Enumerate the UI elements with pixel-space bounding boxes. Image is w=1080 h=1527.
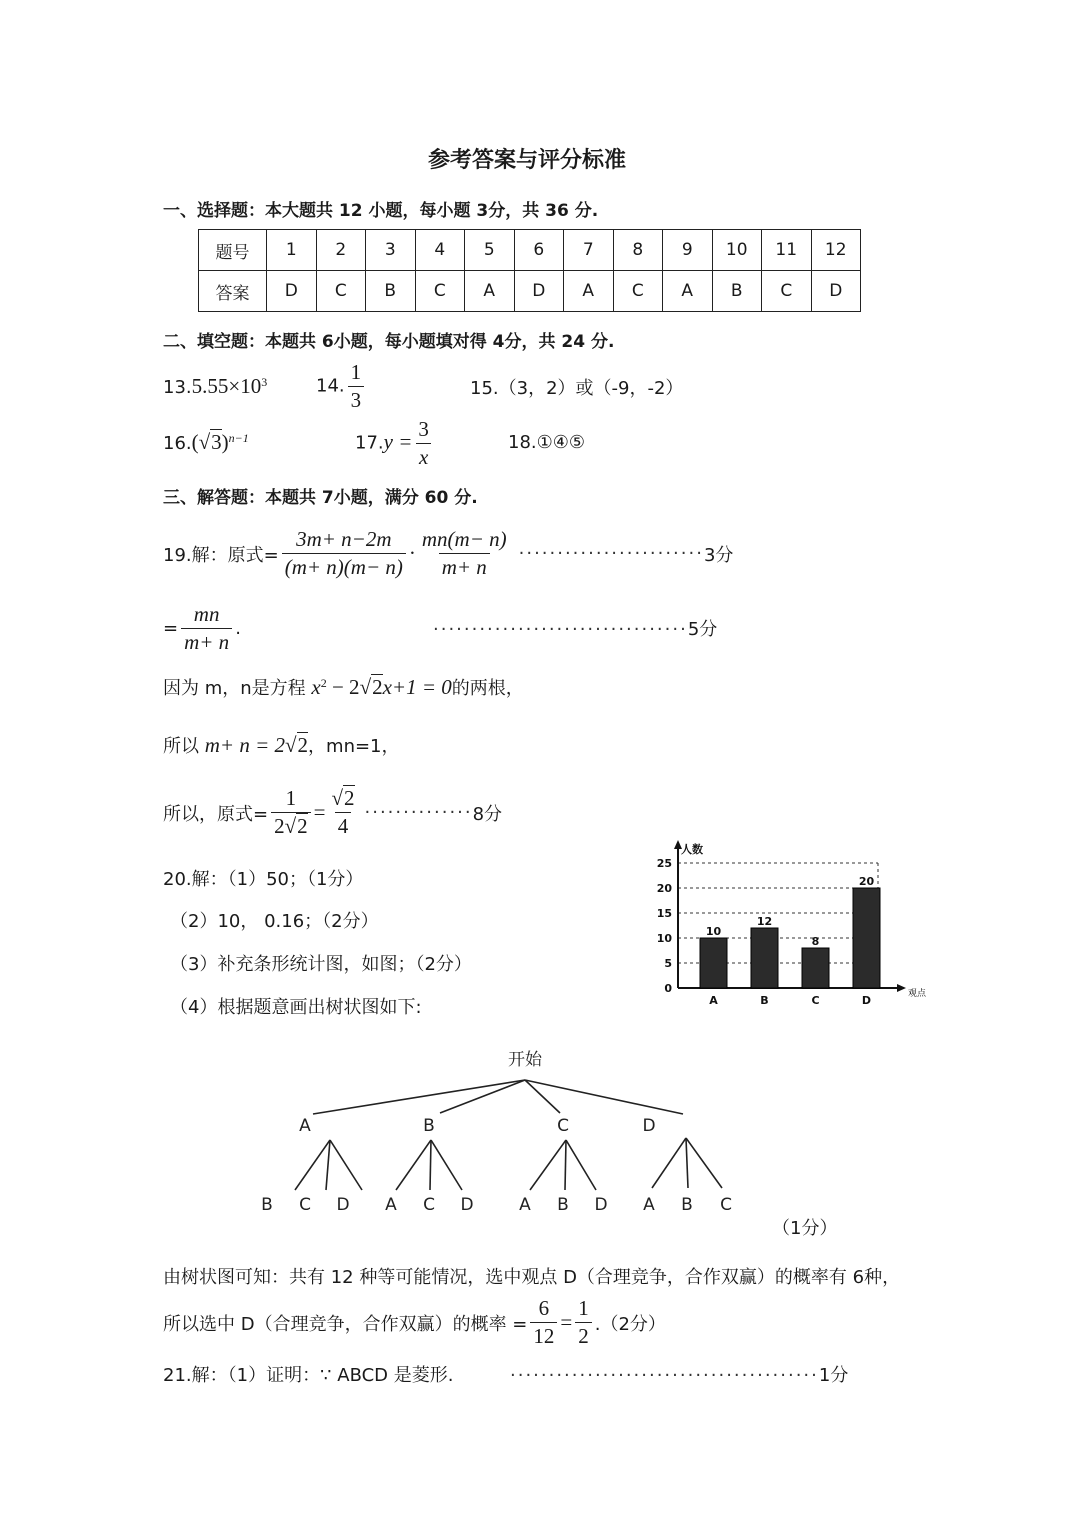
- q13-label: 13.: [163, 377, 192, 398]
- q20-conclusion-1: 由树状图可知：共有 12 种等可能情况，选中观点 D（合理竞争，合作双赢）的概率有 6种，: [163, 1267, 901, 1288]
- tree-node-l2: C: [299, 1195, 311, 1215]
- section-3-heading: 三、解答题：本题共 7小题，满分 60 分.: [163, 488, 478, 508]
- q19-f5-radicand: 2: [344, 786, 355, 810]
- tree-edge: [295, 1140, 330, 1190]
- answer-17: [355, 417, 435, 470]
- q16-label: 16.: [163, 433, 192, 454]
- answer-14: [316, 360, 367, 413]
- q20-line-4: （4）根据题意画出树状图如下:: [170, 997, 422, 1018]
- tree-edge: [566, 1140, 596, 1190]
- q19-l3-sup: 2: [320, 676, 327, 690]
- q19-fraction-3: [181, 602, 232, 655]
- q14-fraction: [348, 360, 365, 413]
- table-cell: C: [613, 271, 663, 312]
- bar: [853, 888, 880, 988]
- q21-score: 1分: [818, 1365, 849, 1386]
- answer-13: [163, 374, 267, 399]
- table-cell: 9: [663, 230, 713, 271]
- q20-c2-suffix: .（2分）: [594, 1313, 666, 1335]
- q19-period: .: [235, 618, 241, 639]
- bar-value-label: 12: [756, 915, 773, 928]
- q19-f4-denominator: [271, 812, 311, 839]
- q20-line-3: （3）补充条形统计图，如图；（2分）: [170, 954, 472, 975]
- q19-line-1: [163, 527, 733, 580]
- q19-dot: ·: [408, 541, 416, 565]
- q19-l3-eq-2: − 2: [326, 675, 360, 699]
- tree-node-l2: A: [643, 1195, 655, 1215]
- q19-score-line-2: [433, 615, 717, 641]
- q19-l3-eq-1: x: [311, 675, 321, 699]
- q19-fraction-1: [282, 527, 406, 580]
- table-cell: 3: [366, 230, 416, 271]
- q14-numerator: 1: [350, 360, 362, 384]
- y-tick-label: 5: [664, 957, 672, 970]
- q19-fraction-2: [419, 527, 510, 580]
- table-row: [199, 271, 861, 312]
- q19-f4-den-coef: 2: [274, 814, 285, 838]
- q17-fraction: [415, 417, 432, 470]
- q19-dots-2: ·································: [433, 619, 688, 640]
- q19-score-1: 3分: [703, 544, 734, 566]
- q19-f3-numerator: mn: [193, 602, 220, 626]
- tree-edge: [686, 1138, 688, 1188]
- bar-chart: [640, 835, 930, 1015]
- q16-exponent: n−1: [228, 431, 249, 445]
- tree-edge: [431, 1140, 462, 1190]
- q19-line-4: [163, 732, 400, 758]
- table-cell: C: [316, 271, 366, 312]
- q20-p2-denominator: 2: [575, 1322, 592, 1349]
- table-cell: B: [712, 271, 762, 312]
- tree-node-l1: A: [299, 1116, 311, 1136]
- q19-l4-text-a: 所以: [163, 736, 205, 757]
- q13-value: 5.55×10: [191, 374, 262, 398]
- table-cell: C: [762, 271, 812, 312]
- q20-p1-numerator: 6: [538, 1296, 550, 1320]
- q16-radicand: 3: [211, 430, 222, 454]
- table-cell: 10: [712, 230, 762, 271]
- x-tick-label: B: [760, 994, 769, 1007]
- q19-l5-text: 所以，原式=: [163, 803, 269, 825]
- bar: [700, 938, 727, 988]
- q19-f3-denominator: m+ n: [181, 628, 232, 655]
- q19-l5-equals: =: [313, 800, 326, 824]
- tree-node-l2: D: [460, 1195, 474, 1215]
- bar-value-label: 8: [811, 935, 820, 948]
- q19-f2-numerator: mn(m− n): [421, 527, 507, 551]
- q19-fraction-4: [271, 786, 311, 839]
- x-axis-title: 观点: [908, 989, 927, 999]
- tree-edge: [330, 1140, 362, 1190]
- tree-node-l2: A: [519, 1195, 531, 1215]
- q14-label: 14.: [316, 375, 345, 397]
- tree-node-l2: A: [385, 1195, 397, 1215]
- q21-text: 21.解：（1）证明：∵ ABCD 是菱形.: [163, 1365, 454, 1386]
- section-1-heading: 一、选择题：本大题共 12 小题，每小题 3分，共 36 分.: [163, 201, 599, 221]
- q16-close: ): [221, 430, 229, 454]
- q19-l3-radicand: 2: [372, 675, 383, 699]
- q17-denominator: x: [416, 443, 431, 470]
- bar-value-label: 20: [858, 875, 875, 888]
- x-tick-label: C: [811, 994, 820, 1007]
- table-cell: 11: [762, 230, 812, 271]
- y-tick-label: 20: [656, 882, 672, 895]
- q19-f1-numerator: 3m+ n−2m: [296, 527, 392, 551]
- q13-exponent: 3: [261, 375, 268, 389]
- q19-score-2: 5分: [687, 619, 718, 640]
- tree-edge: [530, 1140, 566, 1190]
- table-cell: D: [514, 271, 564, 312]
- q19-f1-denominator: (m+ n)(m− n): [282, 553, 406, 580]
- table-cell: D: [267, 271, 317, 312]
- q19-line-2: [163, 602, 241, 655]
- q20-probability-fraction-1: [530, 1296, 557, 1349]
- table-cell: B: [366, 271, 416, 312]
- q19-dots-3: ··············: [364, 802, 473, 823]
- radical-icon: √: [331, 786, 343, 810]
- tree-edges: [295, 1080, 722, 1190]
- q19-f4-numerator: 1: [285, 786, 297, 810]
- q14-denominator: 3: [348, 386, 365, 413]
- table-cell: 6: [514, 230, 564, 271]
- answer-15: 15.（3，2）或（-9，-2）: [470, 378, 684, 399]
- radical-icon: √: [284, 814, 297, 838]
- table-cell: 4: [415, 230, 465, 271]
- table-cell: 答案: [199, 271, 267, 312]
- q19-f2-denominator: m+ n: [439, 553, 490, 580]
- q19-l3-eq-3: x+1 = 0: [382, 675, 452, 699]
- table-cell: A: [663, 271, 713, 312]
- q19-score-3: 8分: [472, 803, 503, 825]
- q19-l4-text-b: ，mn=1，: [308, 736, 400, 757]
- q19-fraction-5: [328, 786, 357, 839]
- q19-l4-radicand: 2: [297, 733, 309, 757]
- tree-edge: [440, 1080, 525, 1113]
- y-tick-label: 15: [656, 907, 672, 920]
- q19-l3-text-b: 的两根，: [451, 678, 524, 699]
- q21-score-line: [510, 1361, 848, 1387]
- q19-dots-1: ························: [518, 543, 704, 564]
- q19-f5-numerator: [328, 786, 357, 812]
- q21-dots: ········································: [510, 1365, 819, 1386]
- radical-icon: √: [198, 430, 211, 454]
- q16-open: (: [191, 430, 199, 454]
- tree-edge: [686, 1138, 722, 1188]
- q19-f4-den-radicand: 2: [297, 814, 308, 838]
- bar: [802, 948, 829, 988]
- radical-icon: √: [285, 733, 297, 757]
- y-tick-label: 25: [656, 857, 672, 870]
- q20-line-2: （2）10， 0.16；（2分）: [170, 911, 379, 932]
- q19-equals: =: [163, 618, 179, 639]
- table-cell: 题号: [199, 230, 267, 271]
- q20-p-equals: =: [560, 1310, 573, 1334]
- q20-p2-numerator: 1: [578, 1296, 589, 1320]
- answer-table: [198, 229, 861, 312]
- tree-node-l1: C: [557, 1116, 569, 1136]
- tree-node-l2: B: [261, 1195, 273, 1215]
- y-tick-label: 0: [664, 982, 672, 995]
- x-tick-label: D: [861, 994, 872, 1007]
- radical-icon: √: [359, 675, 372, 699]
- q20-conclusion-2: [163, 1296, 666, 1349]
- tree-edge: [565, 1140, 566, 1190]
- q19-l3-text-a: 因为 m，n是方程: [163, 678, 312, 699]
- q20-probability-fraction-2: [575, 1296, 592, 1349]
- tree-node-l2: B: [681, 1195, 693, 1215]
- table-cell: 8: [613, 230, 663, 271]
- bar-value-label: 10: [705, 925, 722, 938]
- y-axis-title: 人数: [681, 843, 703, 856]
- table-cell: 7: [564, 230, 614, 271]
- tree-diagram: [240, 1040, 780, 1225]
- tree-edge: [652, 1138, 686, 1188]
- q20-p1-denominator: 12: [530, 1322, 557, 1349]
- tree-node-l2: D: [594, 1195, 608, 1215]
- tree-node-l1: D: [642, 1116, 656, 1136]
- table-cell: C: [415, 271, 465, 312]
- table-cell: 5: [465, 230, 515, 271]
- q19-l4-eq: m+ n = 2: [204, 733, 285, 757]
- tree-node-l2: B: [557, 1195, 569, 1215]
- tree-edge: [525, 1080, 683, 1114]
- answer-18: 18.①④⑤: [508, 432, 586, 453]
- tree-edge: [525, 1080, 560, 1113]
- table-cell: 2: [316, 230, 366, 271]
- q21-line-1: [163, 1361, 453, 1387]
- page-title: 参考答案与评分标准: [428, 148, 627, 173]
- tree-node-l2: C: [720, 1195, 732, 1215]
- tree-edge: [313, 1080, 525, 1114]
- tree-score: （1分）: [772, 1218, 838, 1239]
- q19-intro: 19.解：原式=: [163, 544, 279, 566]
- x-axis-arrow-icon: [897, 984, 906, 992]
- q17-numerator: 3: [418, 417, 429, 441]
- q20-c2-text: 所以选中 D（合理竞争，合作双赢）的概率 =: [163, 1313, 528, 1335]
- tree-edge: [396, 1140, 431, 1190]
- q19-line-3: [163, 674, 524, 700]
- table-cell: A: [564, 271, 614, 312]
- tree-node-l2: D: [336, 1195, 350, 1215]
- section-2-heading: 二、填空题：本题共 6小题，每小题填对得 4分，共 24 分.: [163, 332, 615, 352]
- q19-line-5: [163, 786, 502, 839]
- y-tick-label: 10: [656, 932, 672, 945]
- q17-lhs: y =: [383, 429, 413, 454]
- q19-f5-denominator: 4: [335, 812, 352, 839]
- tree-edge: [326, 1140, 330, 1190]
- x-tick-label: A: [709, 994, 718, 1007]
- table-row: [199, 230, 861, 271]
- bar: [751, 928, 778, 988]
- answer-16: [163, 430, 249, 455]
- q17-label: 17.: [355, 432, 384, 454]
- table-cell: D: [811, 271, 861, 312]
- tree-root: 开始: [508, 1050, 542, 1070]
- table-cell: 1: [267, 230, 317, 271]
- tree-node-l2: C: [423, 1195, 435, 1215]
- table-cell: A: [465, 271, 515, 312]
- tree-edge: [430, 1140, 431, 1190]
- table-cell: 12: [811, 230, 861, 271]
- q20-line-1: 20.解：（1）50；（1分）: [163, 869, 364, 890]
- tree-node-l1: B: [423, 1116, 435, 1136]
